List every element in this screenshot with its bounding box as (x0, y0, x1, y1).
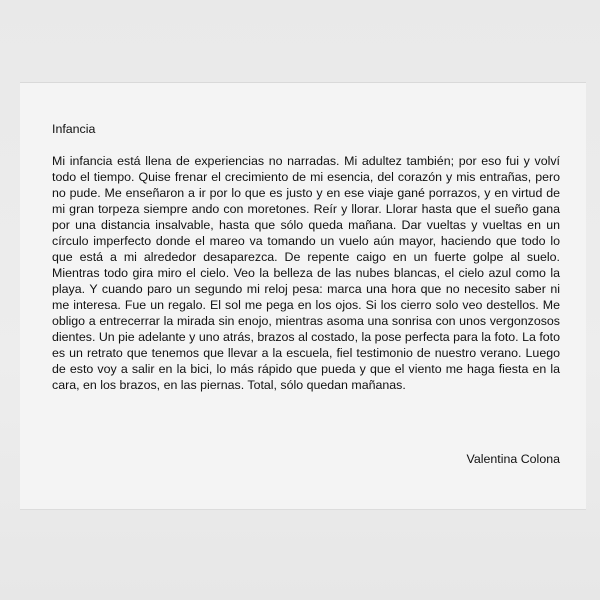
paper-sheet (20, 82, 586, 510)
document-body: Mi infancia está llena de experiencias no narradas. Mi adultez también; por eso fui y volví todo el tiempo. Quise frenar el crecimiento de mi esencia, del corazón y mis entrañas, pero no pude. Me enseñaron a ir por lo que es justo y en ese viaje gané porrazos, y en virtud de mi gran torpeza siempre ando con moretones. Reír y llorar. Llorar hasta que el sueño gana por una distancia insalvable, hasta que sólo queda mañana. Dar vueltas y vueltas en un círculo imperfecto donde el mareo va tomando un vuelo aún mayor, haciendo que todo lo que está a mi alrededor desaparezca. De repente caigo en un fuerte golpe al suelo. Mientras todo gira miro el cielo. Veo la belleza de las nubes blancas, el cielo azul como la playa. Y cuando paro un segundo mi reloj pesa: marca una hora que no necesito saber ni me interesa. Fue un regalo. El sol me pega en los ojos. Si los cierro solo veo destellos. Me obligo a entrecerrar la mirada sin enojo, mientras asoma una sonrisa con unos vergonzosos dientes. Un pie adelante y uno atrás, brazos al costado, la pose perfecta para la foto. La foto es un retrato que tenemos que llevar a la escuela, fiel testimonio de nuestro verano. Luego de esto voy a salir en la bici, lo más rápido que pueda y que el viento me haga fiesta en la cara, en los brazos, en las piernas. Total, sólo quedan mañanas. (52, 154, 560, 392)
author-signature: Valentina Colona (466, 452, 560, 466)
text-block (52, 121, 560, 393)
document-title: Infancia (52, 122, 96, 136)
